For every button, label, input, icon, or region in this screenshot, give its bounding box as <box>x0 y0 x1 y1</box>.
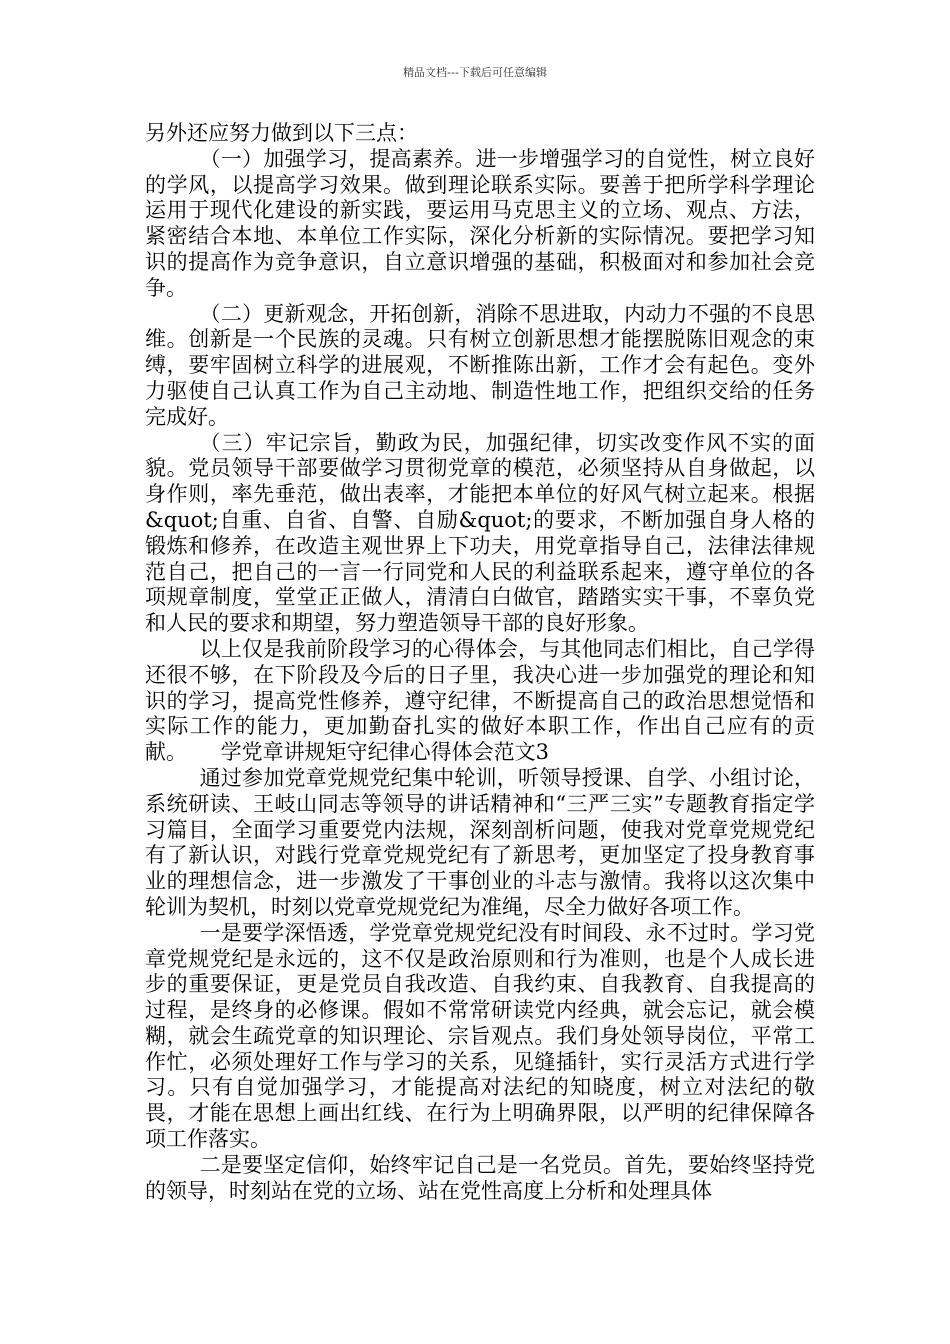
section-title: 学党章讲规矩守纪律心得体会范文3 <box>220 740 549 765</box>
point-one-paragraph: （一）加强学习，提高素养。进一步增强学习的自觉性，树立良好的学风，以提高学习效果。做到理论联系实际。要善于把所学科学理论运用于现代化建设的新实践，要运用马克思主义的立场、观点、方法，紧密结合本地、本单位工作实际，深化分析新的实际情况。要把学习知识的提高作为竞争意识，自立意识增强的基础，积极面对和参加社会竞争。 <box>145 146 815 300</box>
study-paragraph: 一是要学深悟透，学党章党规党纪没有时间段、永不过时。学习党章党规党纪是永远的，这不仅是政治原则和行为准则，也是个人成长进步的重要保证，更是党员自我改造、自我约束、自我教育、自我提高的过程，是终身的必修课。假如不常常研读党内经典，就会忘记，就会模糊，就会生疏党章的知识理论、宗旨观点。我们身处领导岗位，平常工作忙，必须处理好工作与学习的关系，见缝插针，实行灵活方式进行学习。只有自觉加强学习，才能提高对法纪的知晓度，树立对法纪的敬畏，才能在思想上画出红线、在行为上明确界限，以严明的纪律保障各项工作落实。 <box>145 920 815 1152</box>
page-header: 精品文档---下载后可任意编辑 <box>403 66 547 79</box>
intro-paragraph: 另外还应努力做到以下三点： <box>145 121 418 145</box>
point-three-paragraph: （三）牢记宗旨，勤政为民，加强纪律，切实改变作风不实的面貌。党员领导干部要做学习贯彻党章的模范，必须坚持从自身做起，以身作则，率先垂范，做出表率，才能把本单位的好风气树立起来。根据&quot;自重、自省、自警、自励&quot;的要求，不断加强自身人格的锻炼和修养，在改造主观世界上下功夫，用党章指导自己，法律法律规范自己，把自己的一言一行同党和人民的利益联系起来，遵守单位的各项规章制度，堂堂正正做人，清清白白做官，踏踏实实干事，不辜负党和人民的要求和期望，努力塑造领导干部的良好形象。 <box>145 430 815 636</box>
conclusion-paragraph <box>145 637 815 766</box>
point-two-paragraph: （二）更新观念，开拓创新，消除不思进取，内动力不强的不良思维。创新是一个民族的灵魂。只有树立创新思想才能摆脱陈旧观念的束缚，要牢固树立科学的进展观，不断推陈出新，工作才会有起色。变外力驱使自己认真工作为自己主动地、制造性地工作，把组织交给的任务完成好。 <box>145 301 815 429</box>
conclusion-text: 以上仅是我前阶段学习的心得体会，与其他同志们相比，自己学得还很不够，在下阶段及今后的日子里，我决心进一步加强党的理论和知识的学习，提高党性修养，遵守纪律，不断提高自己的政治思想觉悟和实际工作的能力，更加勤奋扎实的做好本职工作，作出自己应有的贡献。 <box>145 636 815 765</box>
document-body <box>145 121 815 1204</box>
belief-paragraph: 二是要坚定信仰，始终牢记自己是一名党员。首先，要始终坚持党的领导，时刻站在党的立场、站在党性高度上分析和处理具体 <box>145 1152 815 1203</box>
training-paragraph: 通过参加党章党规党纪集中轮训，听领导授课、自学、小组讨论，系统研读、王岐山同志等领导的讲话精神和“三严三实”专题教育指定学习篇目，全面学习重要党内法规，深刻剖析问题，使我对党章党规党纪有了新认识，对践行党章党规党纪有了新思考，更加坚定了投身教育事业的理想信念，进一步激发了干事创业的斗志与激情。我将以这次集中轮训为契机，时刻以党章党规党纪为准绳，尽全力做好各项工作。 <box>145 765 815 919</box>
